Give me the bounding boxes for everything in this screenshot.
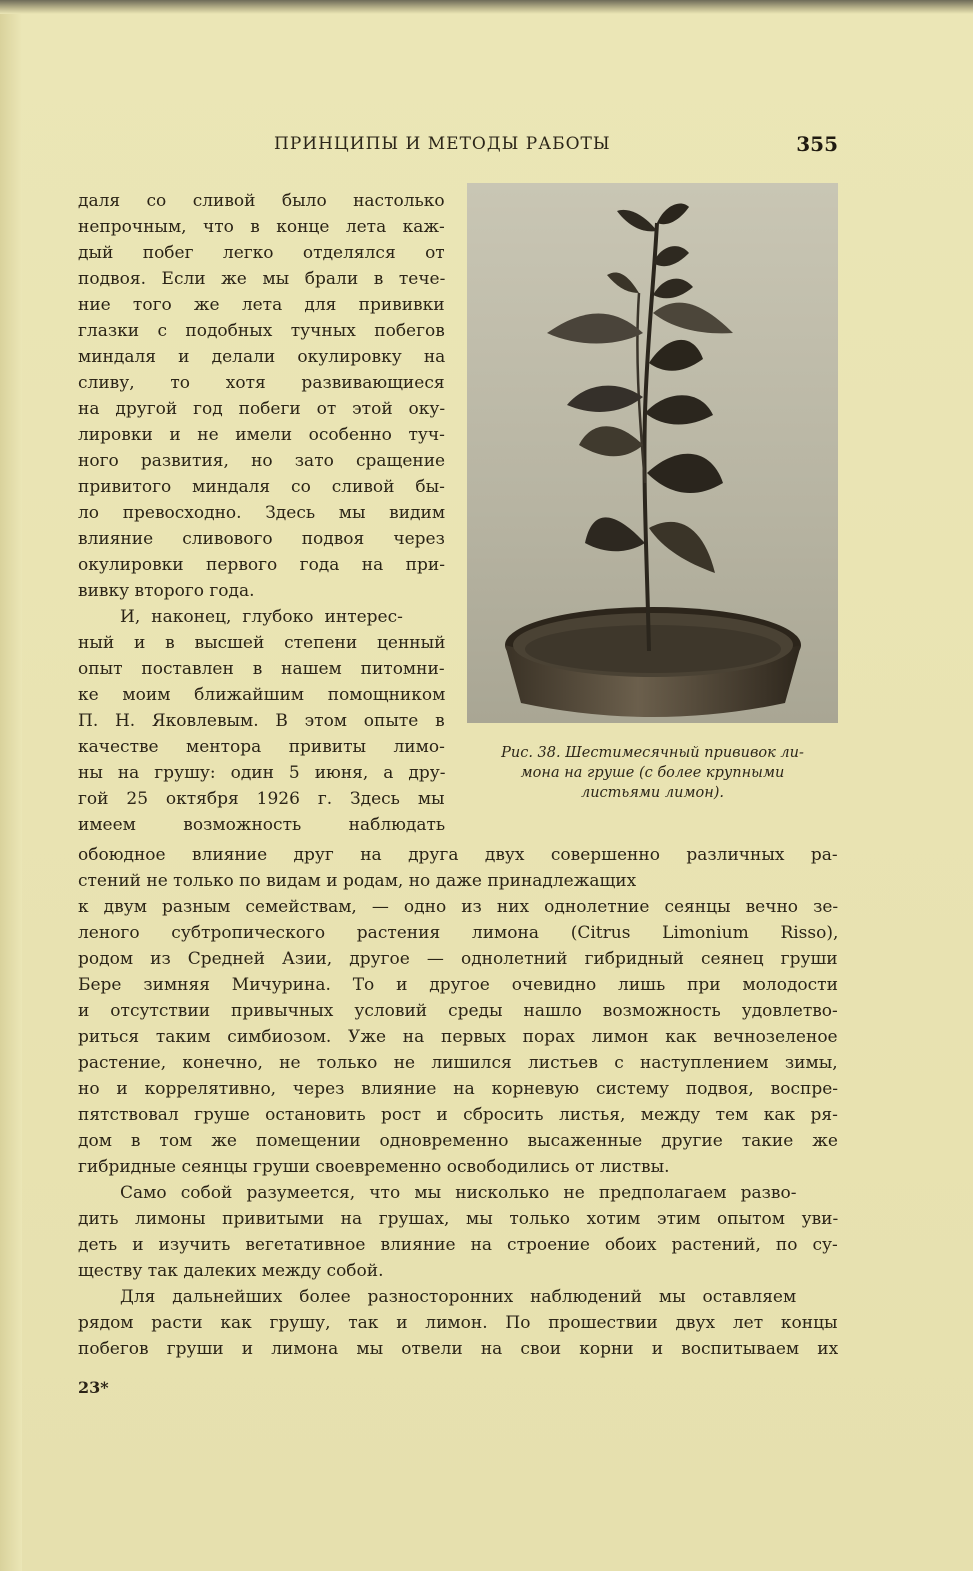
text-line: ществу так далеких между собой. — [78, 1261, 384, 1281]
text-line-indented: И, наконец, глубоко интерес- — [120, 607, 403, 627]
page-number: 355 — [796, 132, 838, 156]
text-line-indented: Для дальнейших более разносторонних наблюдений мы оставляем — [120, 1287, 797, 1307]
caption-line: листьями лимон). — [580, 785, 725, 801]
scan-edge-left — [0, 0, 22, 1571]
text-line: непрочным, что в конце лета каж- — [78, 217, 445, 237]
wide-column-text — [78, 842, 838, 1362]
text-line: опыт поставлен в нашем питомни- — [78, 659, 445, 679]
text-line: глазки с подобных тучных побегов — [78, 321, 445, 341]
running-title: ПРИНЦИПЫ И МЕТОДЫ РАБОТЫ — [274, 134, 611, 154]
text-line: Бере зимняя Мичурина. То и другое очевидно лишь при молодости — [78, 975, 838, 995]
text-line: лировки и не имели особенно туч- — [78, 425, 445, 445]
text-line: ние того же лета для прививки — [78, 295, 445, 315]
lemon-graft-photo — [467, 183, 838, 723]
figure-caption — [467, 743, 838, 803]
plant-pot-illustration — [467, 183, 838, 723]
text-line: сливу, то хотя развивающиеся — [78, 373, 445, 393]
text-line: стений не только по видам и родам, но даже принадлежащих — [78, 871, 637, 891]
text-line: П. Н. Яковлевым. В этом опыте в — [78, 711, 445, 731]
text-line: ло превосходно. Здесь мы видим — [78, 503, 445, 523]
text-line: окулировки первого года на при- — [78, 555, 445, 575]
text-line: рядом расти как грушу, так и лимон. По прошествии двух лет концы — [78, 1313, 838, 1333]
running-head — [78, 132, 838, 158]
text-line: леного субтропического растения лимона (Citrus Limonium Risso), — [78, 923, 838, 943]
text-line-indented: Само собой разумеется, что мы нисколько не предполагаем разво- — [120, 1183, 797, 1203]
text-line: деть и изучить вегетативное влияние на строение обоих растений, по су- — [78, 1235, 838, 1255]
text-line: качестве ментора привиты лимо- — [78, 737, 445, 757]
caption-line: мона на груше (с более крупными — [520, 765, 785, 781]
text-line: побегов груши и лимона мы отвели на свои корни и воспитываем их — [78, 1339, 838, 1359]
text-line: растение, конечно, не только не лишился листьев с наступлением зимы, — [78, 1053, 838, 1073]
text-line: ный и в высшей степени ценный — [78, 633, 445, 653]
text-line: имеем возможность наблюдать — [78, 815, 445, 835]
text-line: риться таким симбиозом. Уже на первых порах лимон как вечнозеленое — [78, 1027, 838, 1047]
text-line: родом из Средней Азии, другое — однолетний гибридный сеянец груши — [78, 949, 838, 969]
signature-mark: 23* — [78, 1378, 109, 1397]
text-line: пятствовал груше остановить рост и сбросить листья, между тем как ря- — [78, 1105, 838, 1125]
text-line: влияние сливового подвоя через — [78, 529, 445, 549]
text-line: дом в том же помещении одновременно высаженные другие такие же — [78, 1131, 838, 1151]
text-line: дить лимоны привитыми на грушах, мы только хотим этим опытом уви- — [78, 1209, 838, 1229]
text-line: привитого миндаля со сливой бы- — [78, 477, 445, 497]
text-line: ны на грушу: один 5 июня, а дру- — [78, 763, 445, 783]
narrow-column-text — [78, 188, 445, 838]
text-line: обоюдное влияние друг на друга двух совершенно различных ра- — [78, 845, 838, 865]
text-line: гой 25 октября 1926 г. Здесь мы — [78, 789, 445, 809]
scan-edge-top — [0, 0, 973, 14]
text-line: вивку второго года. — [78, 581, 255, 601]
text-line: но и коррелятивно, через влияние на корневую систему подвоя, воспре- — [78, 1079, 838, 1099]
text-line: даля со сливой было настолько — [78, 191, 445, 211]
text-line: гибридные сеянцы груши своевременно освободились от листвы. — [78, 1157, 670, 1177]
text-line: к двум разным семействам, — одно из них однолетние сеянцы вечно зе- — [78, 897, 838, 917]
caption-line: Рис. 38. Шестимесячный прививок ли- — [501, 745, 804, 761]
text-line: ке моим ближайшим помощником — [78, 685, 445, 705]
text-line: и отсутствии привычных условий среды нашло возможность удовлетво- — [78, 1001, 838, 1021]
text-line: дый побег легко отделялся от — [78, 243, 445, 263]
text-line: миндаля и делали окулировку на — [78, 347, 445, 367]
text-line: подвоя. Если же мы брали в тече- — [78, 269, 445, 289]
text-line: ного развития, но зато сращение — [78, 451, 445, 471]
text-line: на другой год побеги от этой оку- — [78, 399, 445, 419]
